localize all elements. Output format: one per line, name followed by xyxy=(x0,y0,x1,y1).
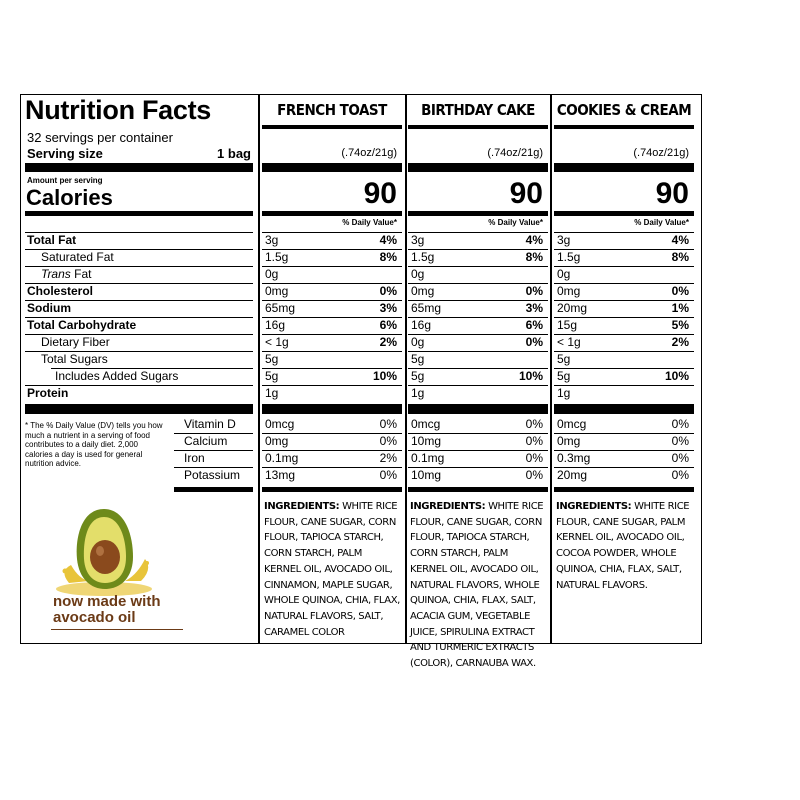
thick-rule xyxy=(554,404,694,414)
ingredients-text xyxy=(410,499,546,672)
footnote: * The % Daily Value (DV) tells you how much a nutrient in a serving of food contributes to a daily diet. 2,000 calories a day is used for general nutrition advice. xyxy=(25,421,163,468)
iron-label: Iron xyxy=(184,451,205,465)
vitamin-dv: 0% xyxy=(525,468,543,482)
nutrient-added-sugars: Includes Added Sugars xyxy=(55,369,179,383)
thick-rule xyxy=(25,404,253,414)
vitamin-dv: 0% xyxy=(671,417,689,431)
ingredients-list: WHITE RICE FLOUR, CANE SUGAR, CORN FLOUR, TAPIOCA STARCH, CORN STARCH, PALM KERNEL OIL, AVOCADO OIL, CINNAMON, MAPLE SUGAR, WHOLE QUINOA, CHIA, FLAX, NATURAL FLAVORS, SALT, CARAMEL COLOR xyxy=(264,501,400,638)
thick-rule xyxy=(554,163,694,172)
ingredients-label: INGREDIENTS: xyxy=(410,501,486,512)
row-divider xyxy=(554,266,694,267)
nutrient-amount: 1g xyxy=(411,386,425,400)
medium-rule xyxy=(262,487,402,492)
nutrient-dv: 6% xyxy=(379,318,397,332)
nutrient-amount: < 1g xyxy=(265,335,289,349)
medium-rule xyxy=(554,487,694,492)
vitamin-d-label: Vitamin D xyxy=(184,417,236,431)
nutrient-dietary-fiber: Dietary Fiber xyxy=(41,335,110,349)
vitamin-amount: 0.1mg xyxy=(411,451,445,465)
nutrient-dv: 10% xyxy=(372,369,397,383)
vitamin-amount: 0.1mg xyxy=(265,451,299,465)
calories-value: 90 xyxy=(509,177,543,210)
column-divider xyxy=(550,95,552,643)
nutrition-panel xyxy=(20,94,702,670)
trans-word: Trans xyxy=(41,267,71,281)
daily-value-header: % Daily Value* xyxy=(342,218,397,227)
serving-size-label: Serving size xyxy=(27,146,103,161)
nutrient-dv: 8% xyxy=(671,250,689,264)
serving-size-value: 1 bag xyxy=(217,146,251,161)
ingredients-text xyxy=(556,499,692,593)
promo-line-1: now made with xyxy=(53,593,161,610)
nutrient-protein: Protein xyxy=(27,386,69,400)
nutrient-amount: 3g xyxy=(411,233,425,247)
row-divider xyxy=(554,351,694,352)
nutrient-trans-fat xyxy=(41,266,91,283)
vitamin-dv: 0% xyxy=(525,417,543,431)
nutrient-dv: 10% xyxy=(518,369,543,383)
nutrient-amount: 16g xyxy=(265,318,286,332)
calories-value: 90 xyxy=(655,177,689,210)
nutrient-amount: 5g xyxy=(265,352,279,366)
promo-line-2: avocado oil xyxy=(53,609,136,626)
nutrient-dv: 0% xyxy=(379,284,397,298)
vitamin-dv: 0% xyxy=(379,417,397,431)
nutrient-amount: 0mg xyxy=(411,284,435,298)
nutrient-dv: 2% xyxy=(671,335,689,349)
row-divider xyxy=(262,351,402,352)
nutrient-amount: 1.5g xyxy=(557,250,581,264)
nutrient-amount: 1g xyxy=(557,386,571,400)
medium-rule xyxy=(174,487,253,492)
header-rule xyxy=(408,125,548,129)
header-rule xyxy=(554,125,694,129)
nutrient-total-carb: Total Carbohydrate xyxy=(27,318,137,332)
thick-rule xyxy=(262,163,402,172)
nutrient-amount: 3g xyxy=(265,233,279,247)
trans-rest: Fat xyxy=(70,267,92,281)
nutrient-amount: 1.5g xyxy=(265,250,289,264)
vitamin-amount: 13mg xyxy=(265,468,296,482)
vitamin-dv: 0% xyxy=(525,434,543,448)
flavor-name: BIRTHDAY CAKE xyxy=(421,101,535,119)
nutrient-dv: 3% xyxy=(525,301,543,315)
vitamin-dv: 2% xyxy=(379,451,397,465)
nutrient-dv: 5% xyxy=(671,318,689,332)
servings-per-container: 32 servings per container xyxy=(27,130,173,145)
nutrient-dv: 6% xyxy=(525,318,543,332)
nutrient-dv: 3% xyxy=(379,301,397,315)
nutrient-amount: 5g xyxy=(411,352,425,366)
nutrient-amount: 0g xyxy=(265,267,279,281)
nutrient-amount: 0mg xyxy=(557,284,581,298)
vitamin-dv: 0% xyxy=(671,468,689,482)
vitamin-amount: 0mg xyxy=(265,434,289,448)
column-divider xyxy=(258,95,260,643)
serving-weight: (.74oz/21g) xyxy=(633,147,689,159)
promo-underline xyxy=(51,629,183,630)
potassium-label: Potassium xyxy=(184,468,241,482)
nutrient-amount: 0g xyxy=(411,267,425,281)
thick-rule xyxy=(408,163,548,172)
nutrient-amount: 16g xyxy=(411,318,432,332)
vitamin-amount: 0mcg xyxy=(411,417,441,431)
nutrient-amount: 20mg xyxy=(557,301,588,315)
label-title: Nutrition Facts xyxy=(25,95,212,125)
row-divider xyxy=(262,266,402,267)
vitamin-amount: 0mcg xyxy=(265,417,295,431)
nutrient-cholesterol: Cholesterol xyxy=(27,284,94,298)
nutrient-dv: 4% xyxy=(671,233,689,247)
nutrient-saturated-fat: Saturated Fat xyxy=(41,250,114,264)
vitamin-dv: 0% xyxy=(379,434,397,448)
ingredients-text xyxy=(264,499,400,640)
nutrient-amount: < 1g xyxy=(557,335,581,349)
flavor-name: FRENCH TOAST xyxy=(277,101,387,119)
row-divider xyxy=(262,385,402,386)
avocado-icon xyxy=(49,501,159,601)
vitamin-dv: 0% xyxy=(525,451,543,465)
ingredients-list: WHITE RICE FLOUR, CANE SUGAR, CORN FLOUR, TAPIOCA STARCH, CORN STARCH, PALM KERNEL OIL, AVOCADO OIL, NATURAL FLAVORS, WHOLE QUINOA, CHIA, FLAX, SALT, ACACIA GUM, VEGETABLE JUICE, SPIRULINA EXTRACT AND TURMERIC EXTRACTS (COLOR), CARNAUBA WAX. xyxy=(410,501,544,670)
nutrient-dv: 1% xyxy=(671,301,689,315)
nutrient-sodium: Sodium xyxy=(27,301,71,315)
vitamin-amount: 20mg xyxy=(557,468,588,482)
ingredients-list: WHITE RICE FLOUR, CANE SUGAR, PALM KERNEL OIL, AVOCADO OIL, COCOA POWDER, WHOLE QUINOA, CHIA, FLAX, SALT, NATURAL FLAVORS. xyxy=(556,501,690,591)
nutrient-amount: 3g xyxy=(557,233,571,247)
column-divider xyxy=(405,95,407,643)
vitamin-dv: 0% xyxy=(671,451,689,465)
nutrient-dv: 8% xyxy=(525,250,543,264)
row-divider xyxy=(554,385,694,386)
serving-weight: (.74oz/21g) xyxy=(341,147,397,159)
medium-rule xyxy=(408,487,548,492)
vitamin-amount: 0.3mg xyxy=(557,451,591,465)
thick-rule xyxy=(408,404,548,414)
row-divider xyxy=(408,385,548,386)
nutrient-dv: 8% xyxy=(379,250,397,264)
vitamin-amount: 0mcg xyxy=(557,417,587,431)
nutrient-dv: 4% xyxy=(379,233,397,247)
nutrient-amount: 1.5g xyxy=(411,250,435,264)
row-divider xyxy=(408,266,548,267)
nutrient-dv: 0% xyxy=(525,335,543,349)
calories-value: 90 xyxy=(363,177,397,210)
nutrient-dv: 10% xyxy=(664,369,689,383)
header-rule xyxy=(262,125,402,129)
nutrient-amount: 15g xyxy=(557,318,578,332)
nutrient-dv: 2% xyxy=(379,335,397,349)
nutrient-amount: 0g xyxy=(557,267,571,281)
calcium-label: Calcium xyxy=(184,434,228,448)
vitamin-dv: 0% xyxy=(379,468,397,482)
nutrient-total-fat: Total Fat xyxy=(27,233,77,247)
nutrient-dv: 0% xyxy=(671,284,689,298)
nutrient-amount: 0mg xyxy=(265,284,289,298)
nutrient-total-sugars: Total Sugars xyxy=(41,352,108,366)
ingredients-label: INGREDIENTS: xyxy=(264,501,340,512)
calories-label: Calories xyxy=(26,185,113,210)
nutrient-dv: 0% xyxy=(525,284,543,298)
nutrient-amount: 5g xyxy=(411,369,425,383)
thick-rule xyxy=(25,163,253,172)
nutrient-amount: 5g xyxy=(557,352,571,366)
nutrient-amount: 65mg xyxy=(411,301,442,315)
vitamin-dv: 0% xyxy=(671,434,689,448)
nutrient-dv: 4% xyxy=(525,233,543,247)
nutrient-amount: 1g xyxy=(265,386,279,400)
amount-per-serving: Amount per serving xyxy=(27,176,103,185)
nutrient-amount: 0g xyxy=(411,335,425,349)
vitamin-amount: 10mg xyxy=(411,434,442,448)
daily-value-header: % Daily Value* xyxy=(488,218,543,227)
medium-rule xyxy=(25,211,253,216)
serving-weight: (.74oz/21g) xyxy=(487,147,543,159)
flavor-name: COOKIES & CREAM xyxy=(556,101,692,119)
nutrient-amount: 5g xyxy=(557,369,571,383)
daily-value-header: % Daily Value* xyxy=(634,218,689,227)
ingredients-label: INGREDIENTS: xyxy=(556,501,632,512)
thick-rule xyxy=(262,404,402,414)
nutrient-amount: 5g xyxy=(265,369,279,383)
vitamin-amount: 0mg xyxy=(557,434,581,448)
vitamin-amount: 10mg xyxy=(411,468,442,482)
nutrient-amount: 65mg xyxy=(265,301,296,315)
row-divider xyxy=(408,351,548,352)
